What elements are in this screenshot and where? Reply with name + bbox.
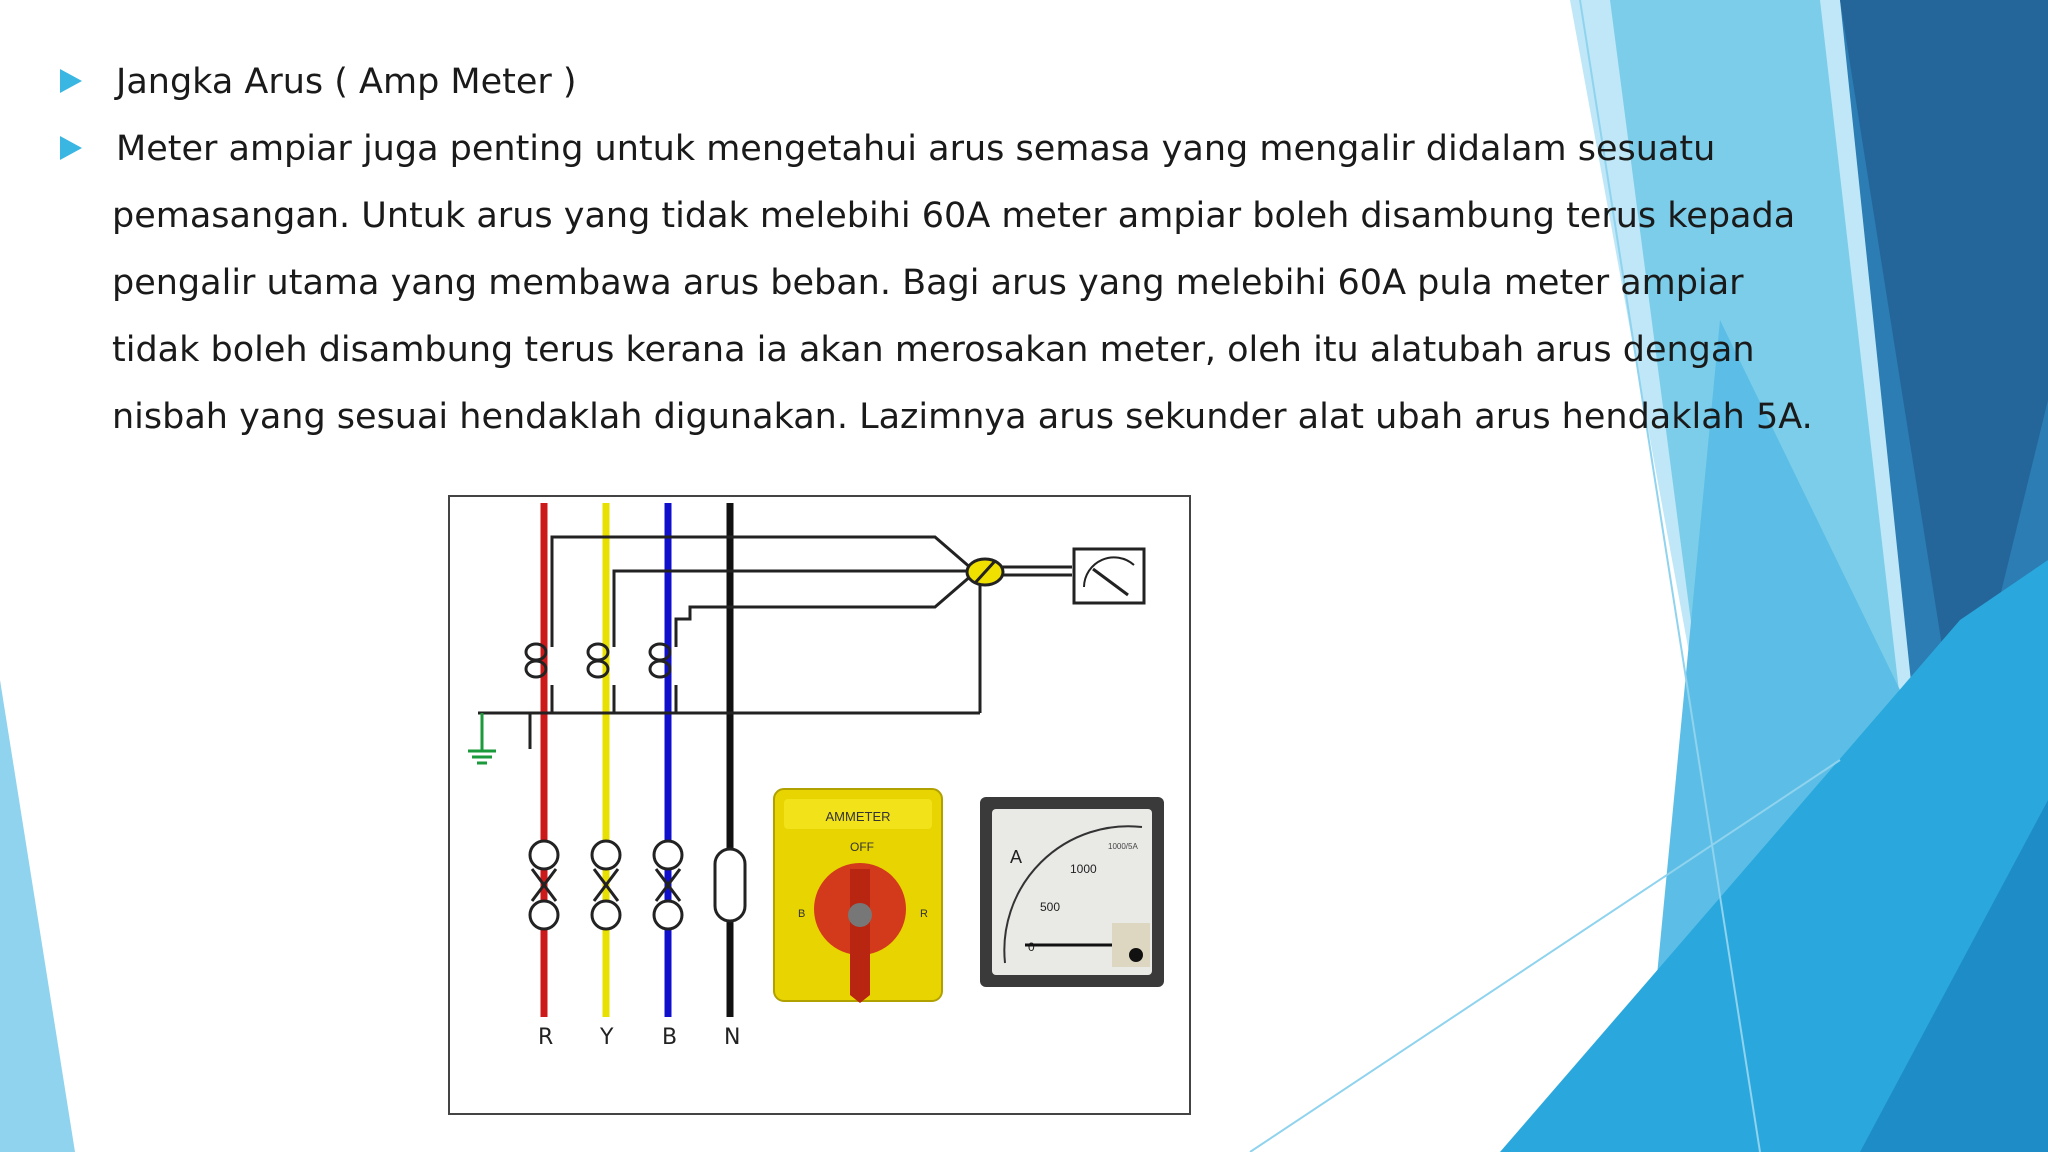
- wiring-diagram: [450, 497, 1189, 1113]
- ammeter-symbol-icon: [1074, 549, 1144, 603]
- ammeter-selector-switch-image: [774, 789, 942, 1003]
- phase-label-b: B: [662, 1025, 678, 1050]
- switch-title-text: AMMETER: [825, 809, 891, 824]
- bullet-line: nisbah yang sesuai hendaklah digunakan. Lazimnya arus sekunder alat ubah arus hendaklah 5A.: [112, 397, 1813, 437]
- bullet-line: pengalir utama yang membawa arus beban. Bagi arus yang melebihi 60A pula meter ampiar: [112, 263, 1744, 303]
- switch-right-text: R: [920, 908, 928, 920]
- bullet-line: tidak boleh disambung terus kerana ia akan merosakan meter, oleh itu alatubah arus dengan: [112, 330, 1755, 370]
- meter-tick-1000-text: 1000: [1070, 862, 1097, 876]
- phase-label-y: Y: [600, 1025, 614, 1050]
- phase-label-n: N: [724, 1025, 741, 1050]
- current-transformer-icon: [526, 644, 670, 677]
- meter-tick-500-text: 500: [1040, 900, 1061, 914]
- bullet-line: Meter ampiar juga penting untuk mengetahui arus semasa yang mengalir didalam sesuatu: [116, 129, 1716, 169]
- selector-switch-symbol-icon: [967, 559, 1003, 585]
- triangle-bullet-icon: [60, 69, 82, 93]
- analog-ammeter-image: [980, 797, 1164, 987]
- bullet-line: Jangka Arus ( Amp Meter ): [116, 62, 577, 102]
- triangle-bullet-icon: [60, 136, 82, 160]
- meter-ratio-text: 1000/5A: [1108, 842, 1138, 851]
- bg-left-shape: [0, 680, 75, 1152]
- switch-off-text: OFF: [850, 840, 874, 854]
- ammeter-wiring-figure: [448, 495, 1191, 1115]
- meter-unit-text: A: [1010, 847, 1023, 867]
- bullet-line: pemasangan. Untuk arus yang tidak melebihi 60A meter ampiar boleh disambung terus kepada: [112, 196, 1796, 236]
- phase-label-r: R: [538, 1025, 554, 1050]
- fuse-icons: [530, 841, 745, 929]
- meter-tick-0-text: 0: [1028, 940, 1035, 954]
- switch-left-text: B: [798, 908, 806, 920]
- earth-ground-icon: [468, 713, 496, 763]
